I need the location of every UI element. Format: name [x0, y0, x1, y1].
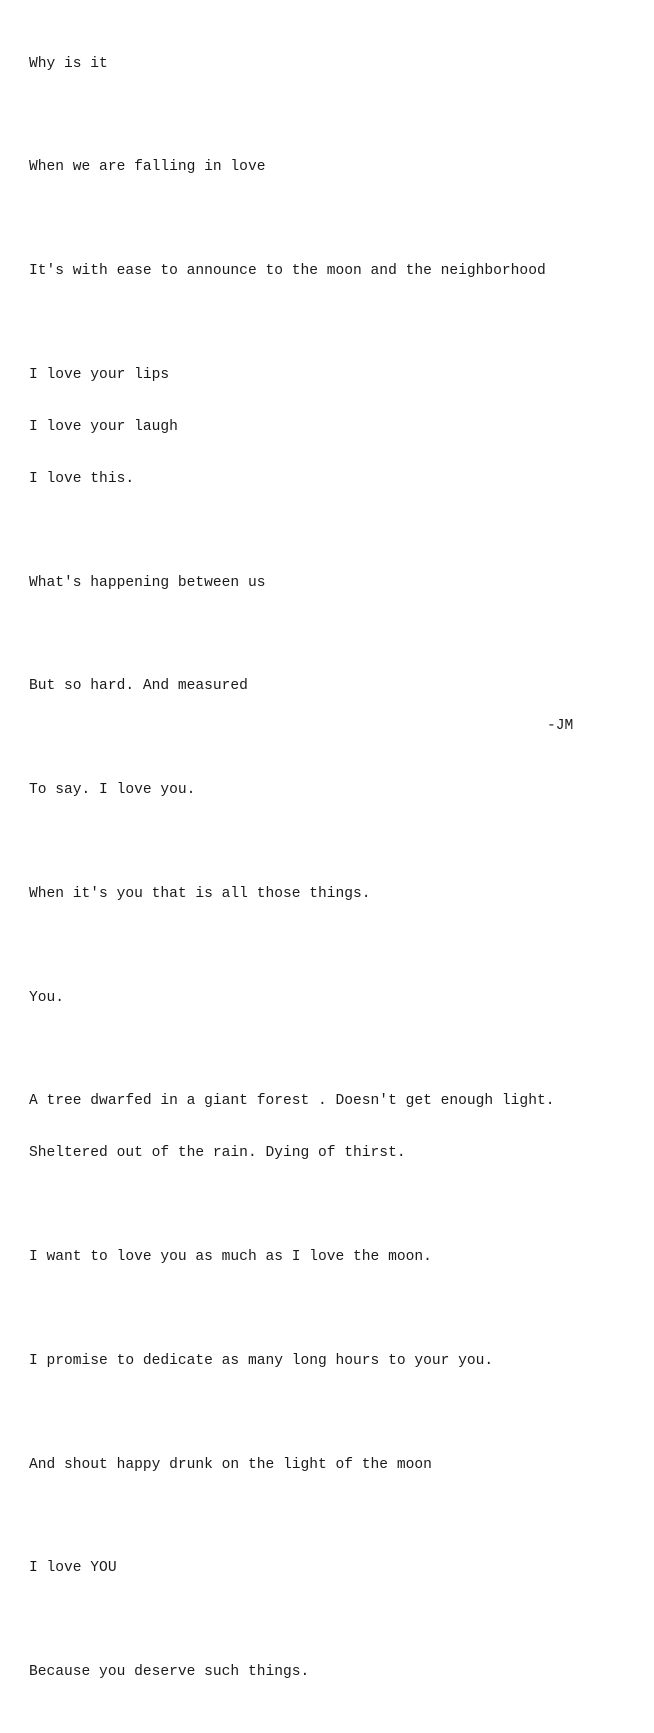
stanza-10 [29, 1059, 649, 1197]
stanza-4 [29, 332, 649, 522]
stanza-5 [29, 540, 649, 626]
stanza-1 [29, 21, 649, 107]
poem-line: When it's you that is all those things. [29, 885, 371, 902]
stanza-15 [29, 1630, 649, 1716]
poem-line: I love your laugh [29, 418, 178, 435]
poem-line: And shout happy drunk on the light of the moon [29, 1456, 432, 1473]
poem-line: When we are falling in love [29, 159, 266, 176]
stanza-9 [29, 955, 649, 1041]
poem-line: To say. I love you. [29, 782, 196, 799]
signature: -JM [547, 718, 574, 734]
poem-line: Because you deserve such things. [29, 1664, 310, 1681]
poem-line: I love YOU [29, 1560, 117, 1577]
poem-line: But so hard. And measured [29, 678, 248, 695]
poem-body [29, 21, 649, 1733]
poem-line: I love this. [29, 470, 135, 487]
poem-line: I want to love you as much as I love the moon. [29, 1249, 432, 1266]
stanza-13 [29, 1422, 649, 1508]
poem-line: What's happening between us [29, 574, 266, 591]
stanza-2 [29, 125, 649, 211]
stanza-3 [29, 229, 649, 315]
poem-line: I promise to dedicate as many long hours to your you. [29, 1352, 494, 1369]
poem-line: A tree dwarfed in a giant forest . Doesn't get enough light. [29, 1093, 555, 1110]
stanza-14 [29, 1526, 649, 1612]
stanza-11 [29, 1214, 649, 1300]
poem-line: You. [29, 989, 65, 1006]
poem-line: Why is it [29, 55, 108, 72]
poem-line: Sheltered out of the rain. Dying of thirst. [29, 1145, 406, 1162]
stanza-8 [29, 851, 649, 937]
poem-line: I love your lips [29, 366, 170, 383]
poem-line: It's with ease to announce to the moon and the neighborhood [29, 263, 546, 280]
stanza-12 [29, 1318, 649, 1404]
stanza-7 [29, 747, 649, 833]
